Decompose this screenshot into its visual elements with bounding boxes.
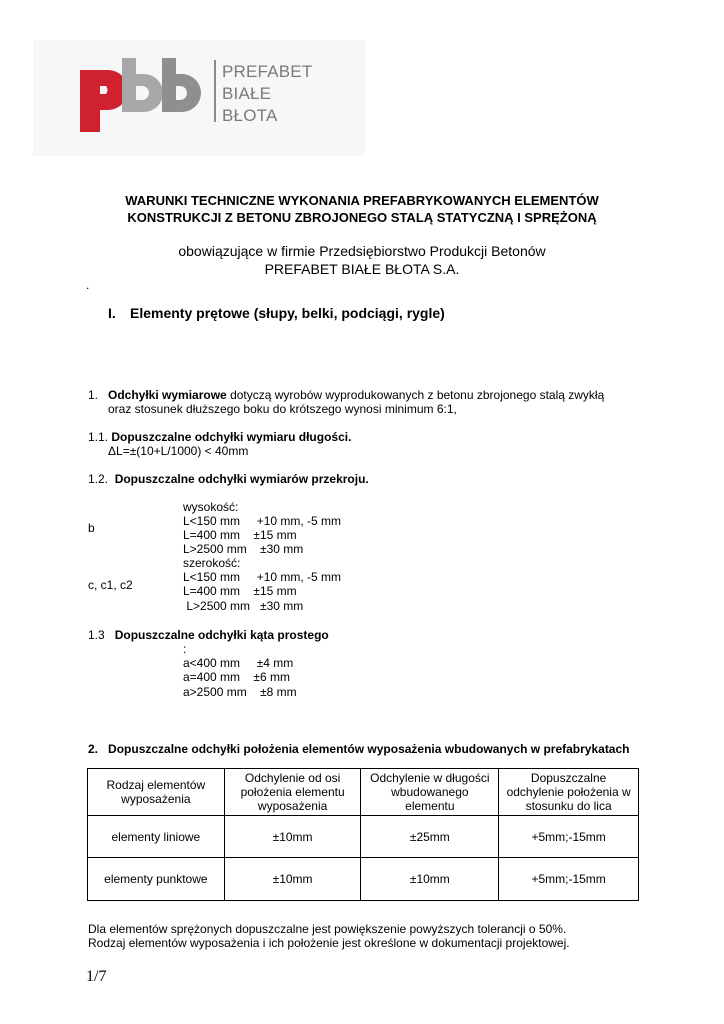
header-line: Rodzaj elementów [106, 778, 206, 792]
header-line: Odchylenie w długości [370, 771, 490, 785]
logo-word-1: PREFABET [222, 62, 313, 81]
angle-row: a<400 mm ±4 mm [183, 656, 294, 670]
section-number: I. [108, 305, 116, 321]
item-1-2 [88, 472, 369, 486]
header-line: elementu [405, 799, 455, 813]
table-header-row [88, 769, 639, 816]
b-heading: wysokość: [183, 500, 239, 514]
c-row: L>2500 mm ±30 mm [183, 599, 304, 613]
item-1-number: 1. [88, 388, 99, 402]
table-cell: +5mm;-15mm [499, 858, 639, 901]
b-row: L=400 mm ±15 mm [183, 528, 297, 542]
c-label: c, c1, c2 [88, 578, 133, 592]
item-1-2-number: 1.2. [88, 472, 109, 486]
logo-divider [214, 60, 216, 122]
item-1-1-number: 1.1. [88, 430, 109, 444]
header-line: Odchylenie od osi [244, 771, 341, 785]
header-line: wyposażenia [121, 792, 191, 806]
c-heading: szerokość: [183, 556, 241, 570]
header-line: odchylenie położenia w [506, 785, 631, 799]
b-row: L>2500 mm ±30 mm [183, 542, 304, 556]
stray-dot: . [86, 278, 90, 292]
item-1-1-formula: ΔL=±(10+L/1000) < 40mm [108, 444, 249, 458]
subtitle-line-2: PREFABET BIAŁE BŁOTA S.A. [264, 261, 460, 277]
angle-row: a=400 mm ±6 mm [183, 670, 290, 684]
c-row: L<150 mm +10 mm, -5 mm [183, 570, 342, 584]
b-label: b [88, 521, 95, 535]
item-1-1 [88, 430, 351, 444]
item-1-text-line-2: oraz stosunek dłuższego boku do krótszego wynosi minimum 6:1, [108, 402, 457, 416]
table-cell: ±10mm [224, 858, 361, 901]
item-2-bold: Dopuszczalne odchyłki położenia elementów wyposażenia wbudowanych w prefabrykatach [108, 742, 630, 756]
item-1-3 [88, 628, 329, 642]
header-line: wyposażenia [257, 799, 328, 813]
table-cell: ±10mm [224, 816, 361, 858]
header-line: Dopuszczalne [530, 771, 607, 785]
item-2 [88, 742, 630, 756]
note-line-2: Rodzaj elementów wyposażenia i ich położenie jest określone w dokumentacji projektowej. [88, 936, 570, 950]
document-title-line-2: KONSTRUKCJI Z BETONU ZBROJONEGO STALĄ STATYCZNĄ I SPRĘŻONĄ [127, 210, 597, 225]
item-1-3-colon: : [183, 642, 187, 656]
table-header-cell [499, 769, 639, 816]
item-1-1-bold: Dopuszczalne odchyłki wymiaru długości. [111, 430, 352, 444]
angle-row: a>2500 mm ±8 mm [183, 685, 297, 699]
item-1-bold: Odchyłki wymiarowe [108, 388, 227, 402]
note-line-1: Dla elementów sprężonych dopuszczalne jest powiększenie powyższych tolerancji o 50%. [88, 922, 567, 936]
section-title: Elementy prętowe (słupy, belki, podciągi, rygle) [130, 305, 445, 321]
c-row: L=400 mm ±15 mm [183, 584, 297, 598]
item-1-2-bold: Dopuszczalne odchyłki wymiarów przekroju. [114, 472, 369, 486]
item-2-number: 2. [88, 742, 99, 756]
company-logo-mark [78, 58, 206, 134]
table-row [88, 816, 639, 858]
tolerance-table [87, 768, 639, 901]
header-line: położenia elementu [240, 785, 345, 799]
header-line: wbudowanego [391, 785, 469, 799]
table-row [88, 858, 639, 901]
table-header-cell [88, 769, 225, 816]
table-cell: ±10mm [361, 858, 499, 901]
table-cell: elementy punktowe [88, 858, 225, 901]
item-1-3-bold: Dopuszczalne odchyłki kąta prostego [114, 628, 329, 642]
header-line: stosunku do lica [525, 799, 612, 813]
b-row: L<150 mm +10 mm, -5 mm [183, 514, 342, 528]
table-cell: ±25mm [361, 816, 499, 858]
item-1-3-number: 1.3 [88, 628, 105, 642]
table-cell: elementy liniowe [88, 816, 225, 858]
subtitle-line-1: obowiązujące w firmie Przedsiębiorstwo Produkcji Betonów [178, 243, 546, 259]
table-header-cell [361, 769, 499, 816]
page-number: 1/7 [86, 968, 107, 985]
document-title-line-1: WARUNKI TECHNICZNE WYKONANIA PREFABRYKOWANYCH ELEMENTÓW [125, 193, 599, 208]
item-1-text: dotyczą wyrobów wyprodukowanych z betonu zbrojonego stalą zwykłą [230, 388, 605, 402]
table-header-cell [224, 769, 361, 816]
item-1-paragraph [108, 388, 640, 402]
logo-word-2: BIAŁE [222, 84, 272, 103]
table-cell: +5mm;-15mm [499, 816, 639, 858]
logo-word-3: BŁOTA [222, 106, 278, 125]
